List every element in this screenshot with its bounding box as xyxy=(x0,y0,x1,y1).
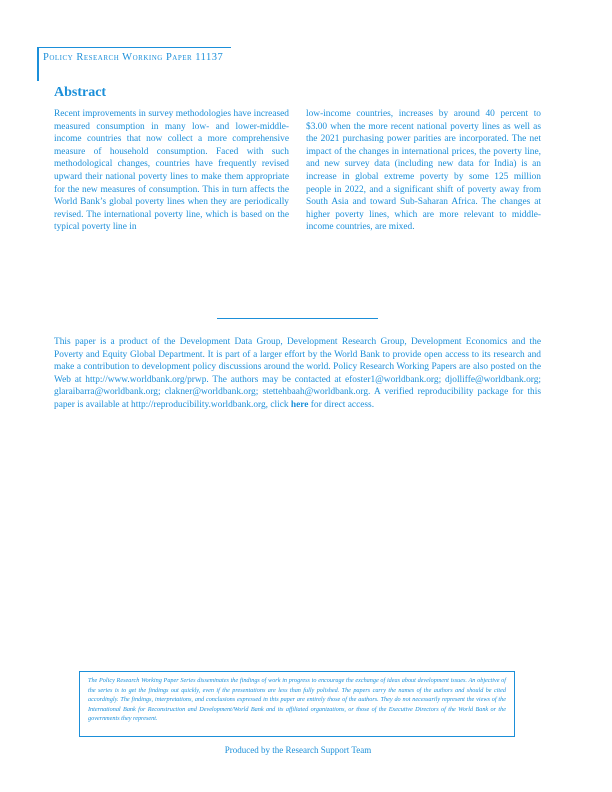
reproducibility-link[interactable]: here xyxy=(290,399,309,410)
abstract-column-left: Recent improvements in survey methodologies have increased measured consumption in many low- and lower-middle-income countries that now collect a more comprehensive measure of household consumption. Faced with such methodological changes, countries have frequently revised upward their national poverty lines to make them appropriate for the new measures of consumption. This in turn affects the World Bank’s global poverty lines when they are periodically revised. The international poverty line, which is based on the typical poverty line in xyxy=(54,109,289,233)
header-horizontal-rule xyxy=(37,47,231,48)
header-vertical-rule xyxy=(37,47,39,81)
abstract-heading: Abstract xyxy=(54,85,107,100)
acknowledgement-text-end: for direct access. xyxy=(310,399,375,410)
produced-by-credit: Produced by the Research Support Team xyxy=(224,745,372,755)
section-divider xyxy=(217,318,378,319)
disclaimer-text: The Policy Research Working Paper Series disseminates the findings of work in progress to encourage the exchange of ideas about development issues. An objective of the series is to get the findings out quickly, even if the presentations are less than fully polished. The papers carry the names of the authors and should be cited accordingly. The findings, interpretations, and conclusions expressed in this paper are entirely those of the authors. They do not necessarily represent the views of the International Bank for Reconstruction and Development/World Bank and its affiliated organizations, or those of the Executive Directors of the World Bank or the governments they represent. xyxy=(88,677,506,723)
series-title: Policy Research Working Paper 11137 xyxy=(43,52,224,63)
acknowledgement-text: This paper is a product of the Development Data Group, Development Research Group, Development Economics and the Poverty and Equity Global Department. It is part of a larger effort by the World Bank to provide open access to its research and make a contribution to development policy discussions around the world. Policy Research Working Papers are also posted on the Web at http://www.worldbank.org/prwp. The authors may be contacted at efoster1@worldbank.org; djolliffe@worldbank.org; glaraibarra@worldbank.org; clakner@worldbank.org; stettehbaah@worldbank.org. A verified reproducibility package for this paper is available at http://reproducibility.worldbank.org, click xyxy=(54,337,541,410)
abstract-body xyxy=(54,108,541,234)
disclaimer-box xyxy=(79,671,515,737)
acknowledgement-paragraph xyxy=(54,336,541,412)
abstract-column-right: low-income countries, increases by around 40 percent to $3.00 when the more recent national poverty lines as well as the 2021 purchasing power parities are incorporated. The net impact of the changes in international prices, the poverty line, and new survey data (including new data for India) is an increase in global extreme poverty by some 125 million people in 2022, and a significant shift of poverty away from South Asia and toward Sub-Saharan Africa. The changes at higher poverty lines, which are more relevant to middle-income countries, are mixed. xyxy=(306,109,541,233)
